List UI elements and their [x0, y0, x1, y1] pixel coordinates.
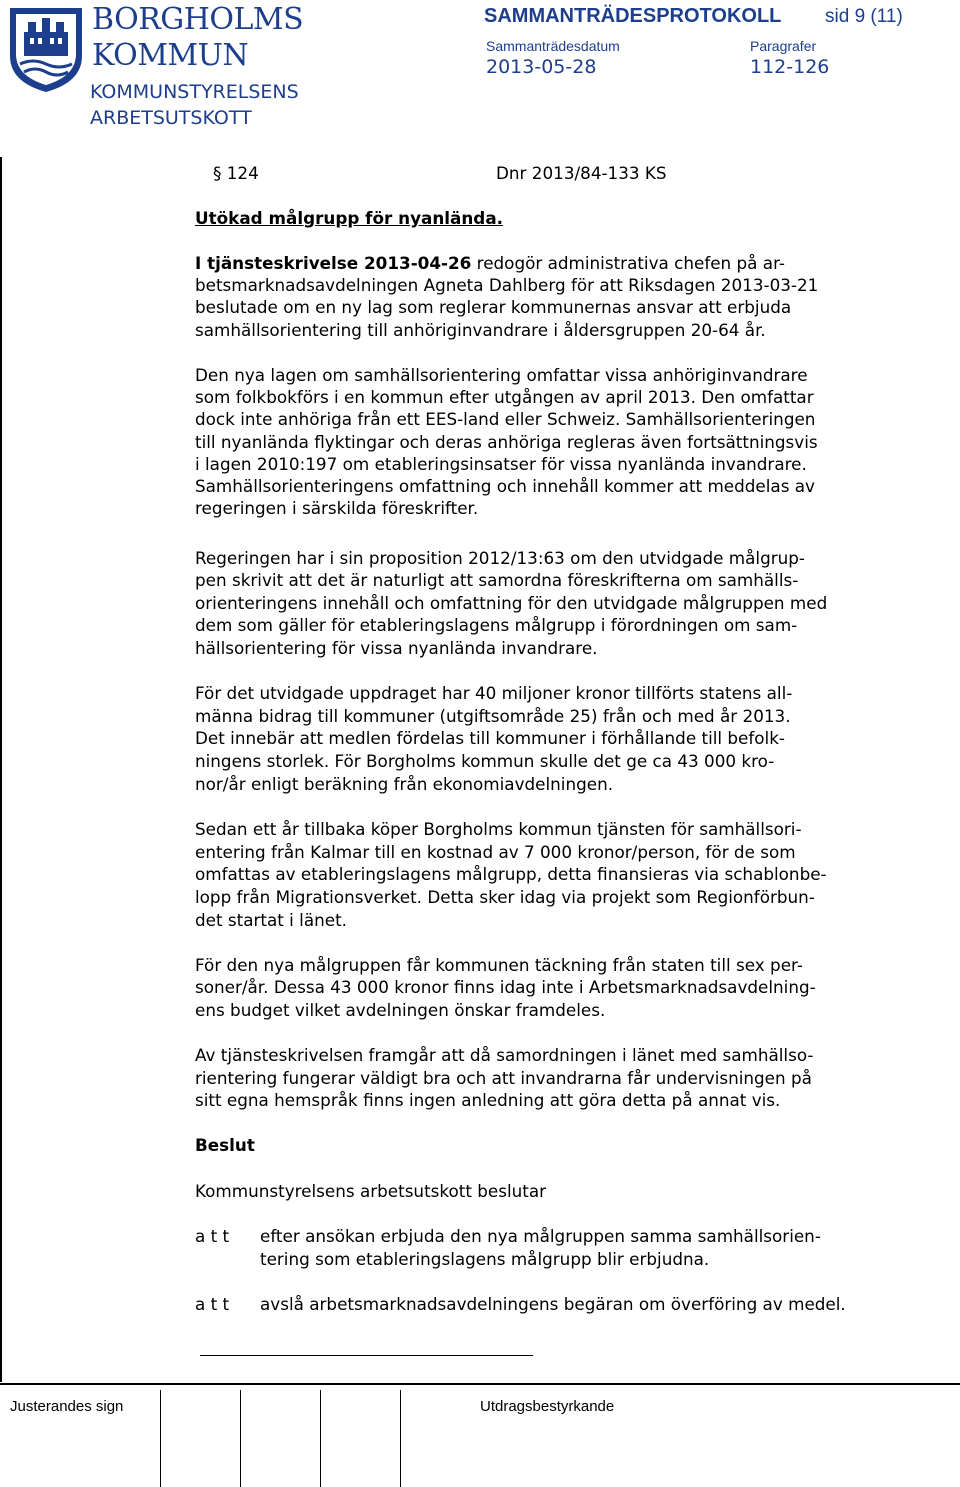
item-dnr: Dnr 2013/84-133 KS: [496, 163, 667, 183]
paragraph-1-line: betsmarknadsavdelningen Agneta Dahlberg för att Riksdagen 2013-03-21: [195, 275, 819, 295]
footer-sign-box: [160, 1390, 161, 1487]
paragraph-4-line: För det utvidgade uppdraget har 40 miljoner kronor tillförts statens all-: [195, 683, 793, 703]
paragraph-2-line: som folkbokförs i en kommun efter utgången av april 2013. Den omfattar: [195, 387, 814, 407]
org-unit-line1: KOMMUNSTYRELSENS: [90, 81, 299, 103]
decision-point-1-line: tering som etableringslagens målgrupp blir erbjudna.: [260, 1249, 710, 1269]
paragraph-3-line: dem som gäller för etableringslagens målgrupp i förordningen om sam-: [195, 615, 798, 635]
paragraph-2-line: dock inte anhöriga från ett EES-land eller Schweiz. Samhällsorienteringen: [195, 409, 816, 429]
item-number: 124: [226, 163, 259, 183]
org-name-line2: KOMMUN: [92, 38, 249, 73]
meeting-date-label: Sammanträdesdatum: [486, 38, 620, 54]
paragraph-3-line: pen skrivit att det är naturligt att samordna föreskrifterna om samhälls-: [195, 570, 799, 590]
paragraph-5-line: omfattas av etableringslagens målgrupp, detta finansieras via schablonbe-: [195, 864, 827, 884]
footer-sign-label: Justerandes sign: [10, 1398, 124, 1415]
paragraph-2-line: Den nya lagen om samhällsorientering omfattar vissa anhöriginvandrare: [195, 365, 808, 385]
paragraph-6-line: soner/år. Dessa 43 000 kronor finns idag inte i Arbetsmarknadsavdelning-: [195, 977, 816, 997]
document-title: SAMMANTRÄDESPROTOKOLL: [484, 5, 782, 27]
org-unit-line2: ARBETSUTSKOTT: [90, 107, 252, 129]
paragraph-1-text: redogör administrativa chefen på ar-: [476, 253, 785, 273]
section-mark: §: [213, 163, 222, 183]
decision-heading: Beslut: [195, 1135, 255, 1155]
att-label: a t t: [195, 1226, 230, 1246]
paragraph-7-line: sitt egna hemspråk finns ingen anledning att göra detta på annat vis.: [195, 1090, 781, 1110]
footer-sign-box: [400, 1390, 401, 1487]
paragraph-3-line: orienteringens innehåll och omfattning för den utvidgade målgruppen med: [195, 593, 828, 613]
att-label: a t t: [195, 1294, 230, 1314]
paragraph-5-line: det startat i länet.: [195, 910, 347, 930]
paragraph-2-line: Samhällsorienteringens omfattning och innehåll kommer att meddelas av: [195, 476, 815, 496]
item-number-row: [213, 162, 259, 184]
org-name-line1: BORGHOLMS: [92, 2, 304, 37]
footer-sign-box: [240, 1390, 241, 1487]
paragraphs-label: Paragrafer: [750, 38, 817, 54]
footer-sign-box: [320, 1390, 321, 1487]
paragraph-2-line: till nyanlända flyktingar och deras anhöriga regleras även fortsättningsvis: [195, 432, 818, 452]
paragraph-7-line: Av tjänsteskrivelsen framgår att då samordningen i länet med samhällso-: [195, 1045, 814, 1065]
footer-rule: [0, 1383, 960, 1385]
item-title: Utökad målgrupp för nyanlända.: [195, 208, 504, 228]
left-margin-rule: [0, 157, 2, 1382]
paragraph-5-line: entering från Kalmar till en kostnad av 7 000 kronor/person, för de som: [195, 842, 796, 862]
decision-point-2: avslå arbetsmarknadsavdelningens begäran om överföring av medel.: [260, 1294, 846, 1314]
paragraph-1-lead: I tjänsteskrivelse 2013-04-26: [195, 253, 472, 273]
paragraph-5-line: Sedan ett år tillbaka köper Borgholms kommun tjänsten för samhällsori-: [195, 819, 802, 839]
footer-extract-label: Utdragsbestyrkande: [480, 1398, 615, 1415]
paragraphs-value: 112-126: [750, 56, 830, 78]
paragraph-1-line: [195, 252, 785, 274]
paragraph-5-line: lopp från Migrationsverket. Detta sker idag via projekt som Regionförbun-: [195, 887, 815, 907]
paragraph-6-line: ens budget vilket avdelningen önskar framdeles.: [195, 1000, 606, 1020]
paragraph-7-line: rientering fungerar väldigt bra och att invandrarna får undervisningen på: [195, 1068, 812, 1088]
paragraph-2-line: regeringen i särskilda föreskrifter.: [195, 498, 479, 518]
paragraph-1-line: beslutade om en ny lag som reglerar kommunernas ansvar att erbjuda: [195, 297, 792, 317]
paragraph-6-line: För den nya målgruppen får kommunen täckning från staten till sex per-: [195, 955, 803, 975]
paragraph-1-line: samhällsorientering till anhöriginvandrare i åldersgruppen 20-64 år.: [195, 320, 766, 340]
paragraph-2-line: i lagen 2010:197 om etableringsinsatser för vissa nyanlända invandrare.: [195, 454, 807, 474]
paragraph-4-line: Det innebär att medlen fördelas till kommuner i förhållande till befolk-: [195, 728, 785, 748]
paragraph-3-line: hällsorientering för vissa nyanlända invandrare.: [195, 638, 598, 658]
paragraph-3-line: Regeringen har i sin proposition 2012/13:63 om den utvidgade målgrup-: [195, 548, 805, 568]
paragraph-4-line: nor/år enligt beräkning från ekonomiavdelningen.: [195, 774, 614, 794]
paragraph-4-line: männa bidrag till kommuner (utgiftsområde 25) från och med år 2013.: [195, 706, 791, 726]
meeting-date-value: 2013-05-28: [486, 56, 597, 78]
decision-point-1-line: efter ansökan erbjuda den nya målgruppen samma samhällsorien-: [260, 1226, 821, 1246]
paragraph-4-line: ningens storlek. För Borgholms kommun skulle det ge ca 43 000 kro-: [195, 751, 775, 771]
decision-intro: Kommunstyrelsens arbetsutskott beslutar: [195, 1181, 547, 1201]
page-number: sid 9 (11): [825, 6, 903, 27]
signature-line: [200, 1355, 533, 1356]
municipality-crest-icon: [6, 4, 86, 94]
